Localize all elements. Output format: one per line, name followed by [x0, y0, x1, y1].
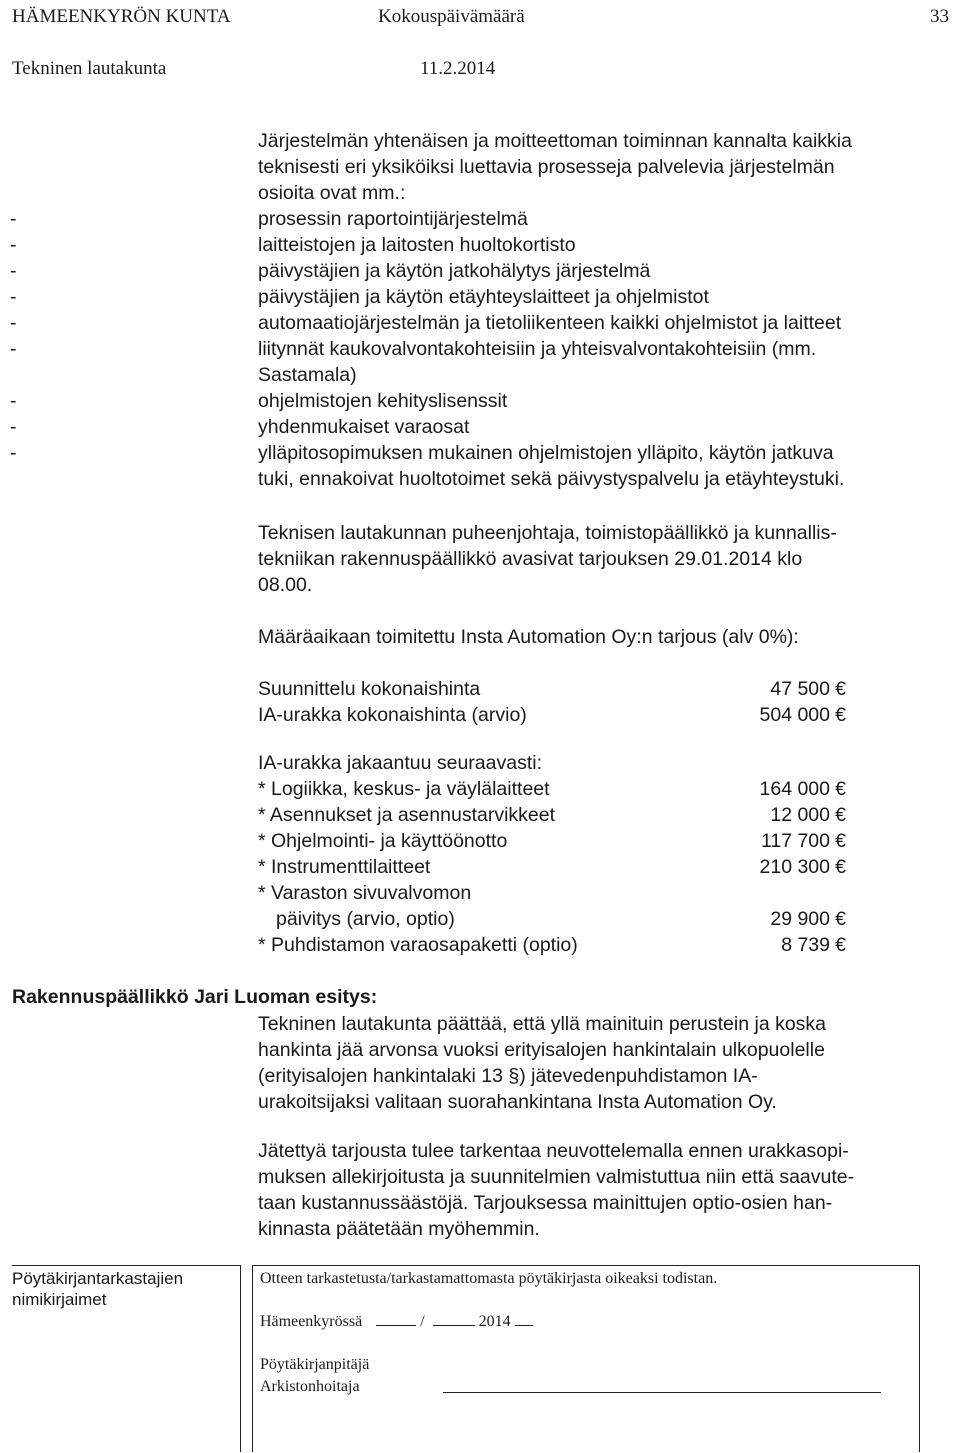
proposal-line: muksen allekirjoitusta ja suunnitelmien valmistuttua niin että saavute- — [258, 1166, 855, 1188]
list-item-text: päivystäjien ja käytön jatkohälytys järjestelmä — [258, 260, 651, 282]
table-row — [258, 776, 858, 802]
breakdown-title-text: IA-urakka jakaantuu seuraavasti: — [258, 752, 542, 774]
price-amount: 504 000 — [759, 704, 830, 726]
intro-paragraph — [258, 128, 938, 206]
list-item — [0, 336, 940, 388]
price-label: * Logiikka, keskus- ja väylälaitteet — [258, 778, 550, 800]
list-item-text: ylläpitosopimuksen mukainen ohjelmistojen ylläpito, käytön jatkuva — [258, 442, 834, 464]
price-amount: 8 739 — [781, 934, 830, 956]
table-row — [258, 880, 858, 906]
intro-line: Järjestelmän yhtenäisen ja moitteettoman toiminnan kannalta kaikkia — [258, 130, 852, 152]
signing-place: Hämeenkyrössä — [260, 1313, 363, 1330]
proposal-paragraph-1 — [258, 1011, 938, 1115]
opening-line: Teknisen lautakunnan puheenjohtaja, toimistopäällikkö ja kunnallis- — [258, 522, 837, 544]
price-label: * Instrumenttilaitteet — [258, 856, 431, 878]
proposal-line: Tekninen lautakunta päättää, että yllä mainituin perustein ja koska — [258, 1013, 827, 1035]
certification-text: Otteen tarkastetusta/tarkastamattomasta pöytäkirjasta oikeaksi todistan. — [260, 1270, 718, 1287]
list-item-text: prosessin raportointijärjestelmä — [258, 208, 528, 230]
list-item — [0, 232, 940, 258]
list-dash: - — [10, 208, 17, 230]
breakdown-title — [258, 750, 858, 776]
opening-line: 08.00. — [258, 574, 313, 596]
price-amount: 47 500 — [770, 678, 830, 700]
year-suffix-blank[interactable] — [515, 1311, 533, 1326]
list-dash: - — [10, 442, 17, 464]
breakdown-table — [258, 750, 858, 958]
signature-line[interactable] — [443, 1378, 881, 1393]
reviewer-label: Pöytäkirjantarkastajien — [12, 1269, 184, 1288]
list-item-text: laitteistojen ja laitosten huoltokortisto — [258, 234, 576, 256]
month-blank[interactable] — [433, 1311, 475, 1326]
euro-icon: € — [835, 908, 846, 930]
list-item — [0, 414, 940, 440]
proposal-heading: Rakennuspäällikkö Jari Luoman esitys: — [12, 986, 378, 1008]
list-dash: - — [10, 234, 17, 256]
list-dash: - — [10, 416, 17, 438]
reviewer-initials-box — [12, 1265, 241, 1452]
signing-place-line — [260, 1311, 533, 1332]
price-amount: 164 000 — [759, 778, 830, 800]
list-item — [0, 284, 940, 310]
list-dash: - — [10, 286, 17, 308]
list-dash: - — [10, 260, 17, 282]
proposal-line: (erityisalojen hankintalaki 13 §) jätevedenpuhdistamon IA- — [258, 1065, 758, 1087]
list-item — [0, 388, 940, 414]
signing-year: 2014 — [478, 1313, 511, 1330]
list-item-text: liitynnät kaukovalvontakohteisiin ja yhteisvalvontakohteisiin (mm. — [258, 338, 817, 360]
price-label: päivitys (arvio, optio) — [276, 908, 455, 930]
opening-paragraph — [258, 520, 938, 598]
intro-line: teknisesti eri yksiköiksi luettavia prosesseja palvelevia järjestelmän — [258, 156, 835, 178]
reviewer-label-cont: nimikirjaimet — [12, 1290, 107, 1309]
table-row — [258, 932, 858, 958]
proposal-line: Jätettyä tarjousta tulee tarkentaa neuvottelemalla ennen urakkasopi- — [258, 1140, 849, 1162]
price-amount: 29 900 — [770, 908, 830, 930]
price-amount: 210 300 — [759, 856, 830, 878]
list-item-text: automaatiojärjestelmän ja tietoliikenteen kaikki ohjelmistot ja laitteet — [258, 312, 842, 334]
role-archivist: Arkistonhoitaja — [260, 1378, 360, 1395]
meeting-date: 11.2.2014 — [420, 58, 496, 79]
list-item — [0, 258, 940, 284]
list-dash: - — [10, 390, 17, 412]
list-dash: - — [10, 312, 17, 334]
euro-icon: € — [835, 804, 846, 826]
price-label: Suunnittelu kokonaishinta — [258, 678, 481, 700]
table-row — [258, 906, 858, 932]
board-name: Tekninen lautakunta — [12, 58, 167, 79]
day-blank[interactable] — [376, 1311, 416, 1326]
offer-intro: Määräaikaan toimitettu Insta Automation Oy:n tarjous (alv 0%): — [258, 626, 799, 648]
list-dash: - — [10, 338, 17, 360]
role-secretary: Pöytäkirjanpitäjä — [260, 1356, 370, 1373]
euro-icon: € — [835, 934, 846, 956]
euro-icon: € — [835, 856, 846, 878]
table-row — [258, 676, 858, 702]
date-separator: / — [420, 1313, 425, 1330]
list-item-text: ohjelmistojen kehityslisenssit — [258, 390, 508, 412]
price-label: * Ohjelmointi- ja käyttöönotto — [258, 830, 508, 852]
list-item — [0, 206, 940, 232]
proposal-line: urakoitsijaksi valitaan suorahankintana Insta Automation Oy. — [258, 1091, 777, 1113]
certification-box — [252, 1265, 920, 1452]
price-label: * Puhdistamon varaosapaketti (optio) — [258, 934, 578, 956]
list-item — [0, 440, 940, 492]
opening-line: tekniikan rakennuspäällikkö avasivat tarjouksen 29.01.2014 klo — [258, 548, 803, 570]
date-label: Kokouspäivämäärä — [378, 6, 525, 27]
page-number: 33 — [930, 6, 949, 27]
price-label: * Varaston sivuvalvomon — [258, 882, 472, 904]
totals-table — [258, 676, 858, 728]
euro-icon: € — [835, 778, 846, 800]
table-row — [258, 854, 858, 880]
list-item-text-cont: Sastamala) — [258, 364, 357, 386]
table-row — [258, 802, 858, 828]
euro-icon: € — [835, 704, 846, 726]
proposal-line: taan kustannussäästöjä. Tarjouksessa mainittujen optio-osien han- — [258, 1192, 833, 1214]
price-amount: 12 000 — [770, 804, 830, 826]
euro-icon: € — [835, 678, 846, 700]
euro-icon: € — [835, 830, 846, 852]
municipality-name: HÄMEENKYRÖN KUNTA — [12, 6, 231, 27]
intro-line: osioita ovat mm.: — [258, 182, 406, 204]
list-item — [0, 310, 940, 336]
proposal-paragraph-2 — [258, 1138, 938, 1242]
price-amount: 117 700 — [760, 830, 830, 852]
proposal-line: kinnasta päätetään myöhemmin. — [258, 1218, 540, 1240]
list-item-text-cont: tuki, ennakoivat huoltotoimet sekä päivystyspalvelu ja etäyhteystuki. — [258, 468, 845, 490]
table-row — [258, 702, 858, 728]
list-item-text: päivystäjien ja käytön etäyhteyslaitteet ja ohjelmistot — [258, 286, 709, 308]
price-label: IA-urakka kokonaishinta (arvio) — [258, 704, 527, 726]
price-label: * Asennukset ja asennustarvikkeet — [258, 804, 556, 826]
component-list — [0, 206, 940, 492]
list-item-text: yhdenmukaiset varaosat — [258, 416, 470, 438]
proposal-line: hankinta jää arvonsa vuoksi erityisalojen hankintalain ulkopuolelle — [258, 1039, 825, 1061]
table-row — [258, 828, 858, 854]
